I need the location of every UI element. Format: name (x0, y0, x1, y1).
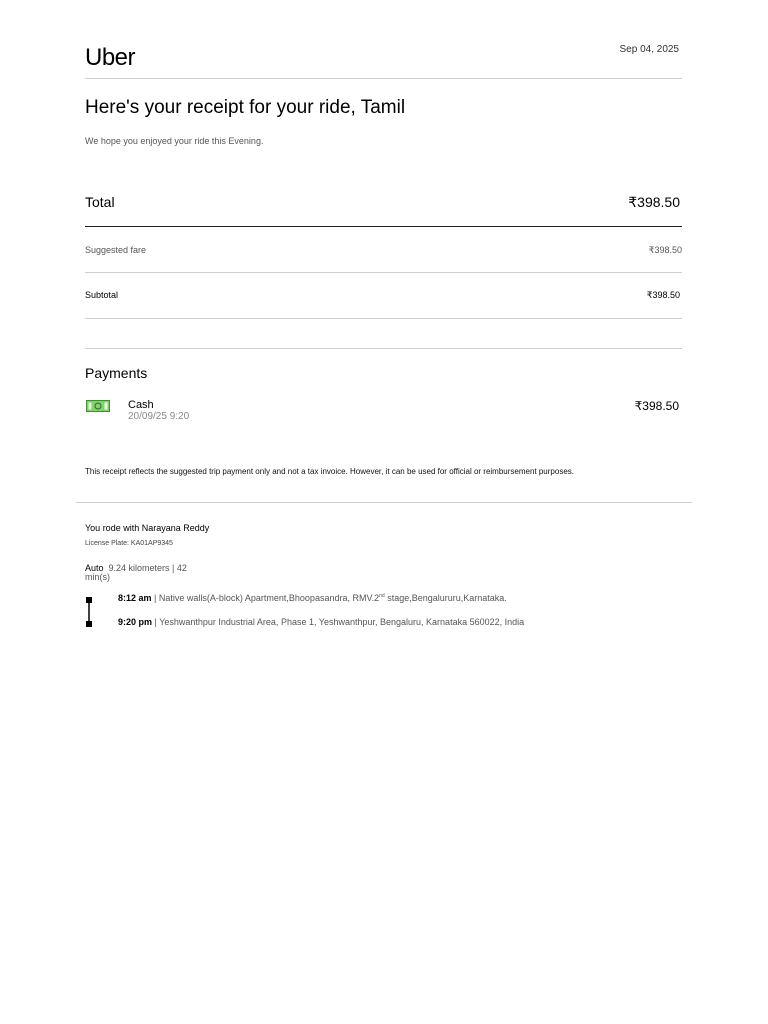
route-line-icon (86, 597, 94, 627)
fare-divider (85, 272, 682, 273)
vehicle-type: Auto (85, 563, 104, 573)
suggested-fare-value: ₹398.50 (648, 245, 682, 255)
total-divider (85, 226, 682, 227)
receipt-date: Sep 04, 2025 (619, 44, 679, 55)
payment-method: Cash (128, 399, 154, 411)
trip-summary (85, 564, 205, 582)
pickup-stop (118, 593, 507, 603)
payments-title: Payments (85, 365, 148, 381)
suggested-fare-label: Suggested fare (85, 245, 147, 255)
dropoff-time: 9:20 pm (118, 617, 153, 627)
total-label: Total (85, 194, 115, 210)
subtotal-label: Subtotal (85, 290, 119, 300)
payment-amount: ₹398.50 (634, 399, 679, 413)
subtotal-divider (85, 318, 682, 319)
subtotal-value: ₹398.50 (646, 290, 680, 300)
receipt-title: Here's your receipt for your ride, Tamil (85, 97, 406, 118)
payments-divider (85, 348, 682, 349)
trip-distance-duration: 9.24 kilometers | 42 min(s) (85, 563, 187, 582)
license-plate: License Plate: KA01AP9345 (85, 540, 173, 547)
trip-divider (76, 502, 692, 503)
dropoff-stop (118, 617, 524, 627)
pickup-time: 8:12 am (118, 593, 152, 603)
header-divider (85, 78, 682, 79)
total-value: ₹398.50 (628, 194, 680, 210)
driver-name: You rode with Narayana Reddy (85, 523, 210, 533)
receipt-disclaimer: This receipt reflects the suggested trip payment only and not a tax invoice. However, it can be used for official or reimbursement purposes. (85, 467, 574, 476)
uber-logo: Uber (85, 44, 136, 71)
pickup-address-end: stage,Bengalururu,Karnataka. (384, 593, 507, 603)
cash-icon (86, 400, 110, 412)
receipt-subtitle: We hope you enjoyed your ride this Evening. (85, 136, 264, 146)
pickup-address-ordinal: nd (379, 593, 385, 599)
pickup-address: | Native walls(A-block) Apartment,Bhoopasandra, RMV.2 (151, 593, 380, 603)
dropoff-address: | Yeshwanthpur Industrial Area, Phase 1, Yeshwanthpur, Bengaluru, Karnataka 560022, India (152, 617, 525, 627)
payment-datetime: 20/09/25 9:20 (128, 411, 190, 422)
